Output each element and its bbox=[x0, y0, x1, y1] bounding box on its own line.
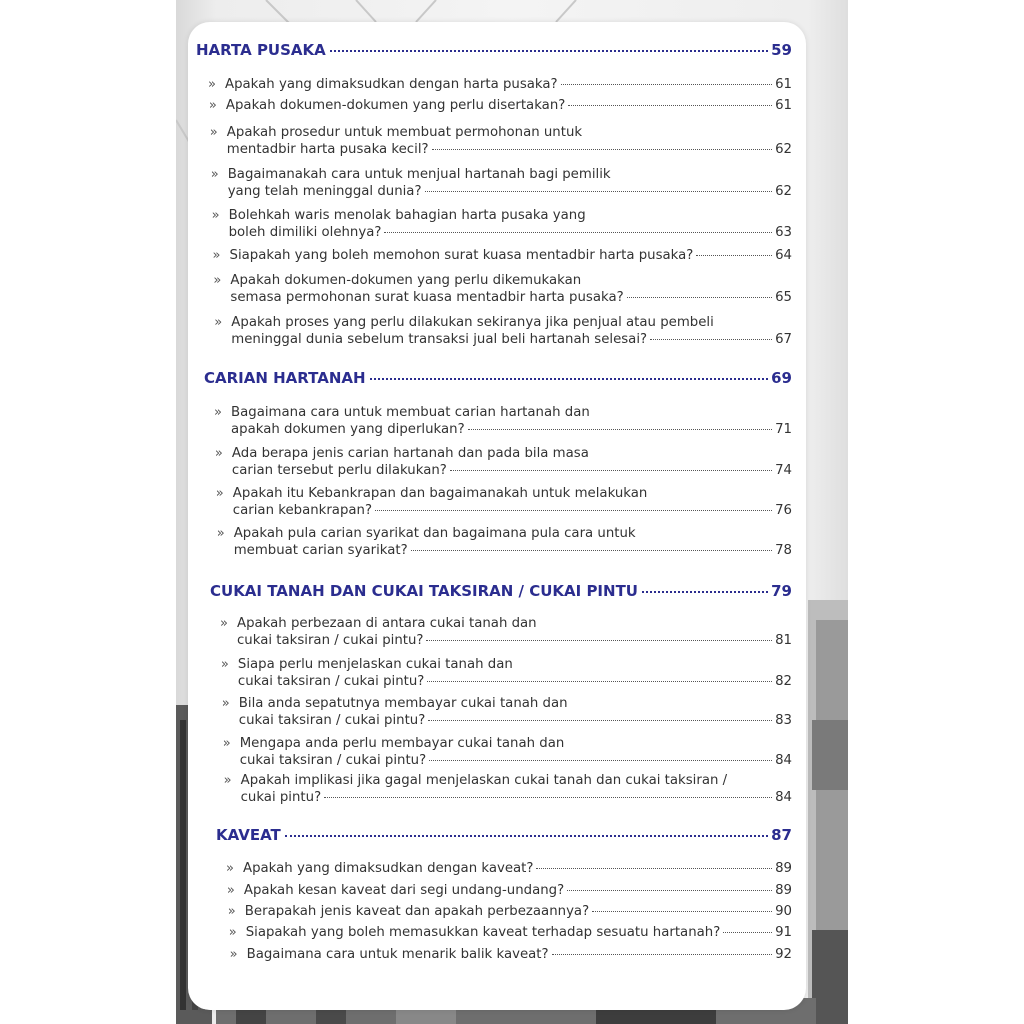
toc-entry[interactable] bbox=[214, 445, 792, 479]
section-page-number: 79 bbox=[771, 582, 792, 600]
entry-line bbox=[230, 289, 792, 306]
entry-page-number: 89 bbox=[775, 861, 792, 876]
entry-text: yang telah meninggal dunia? bbox=[227, 184, 422, 199]
toc-entry[interactable] bbox=[213, 272, 792, 306]
section-title: KAVEAT bbox=[216, 826, 281, 844]
dot-leader bbox=[552, 954, 773, 955]
entry-text: Apakah perbezaan di antara cukai tanah dan bbox=[237, 616, 537, 631]
entry-line bbox=[241, 772, 792, 789]
dot-leader bbox=[411, 550, 772, 551]
entry-text: cukai taksiran / cukai pintu? bbox=[239, 753, 427, 768]
bullet-icon: » bbox=[223, 773, 232, 788]
entry-line bbox=[229, 207, 792, 224]
entry-line bbox=[231, 404, 792, 421]
dot-leader bbox=[723, 932, 772, 933]
entry-page-number: 76 bbox=[775, 503, 792, 518]
entry-line bbox=[228, 183, 792, 200]
toc-entry[interactable] bbox=[209, 124, 792, 158]
entry-line bbox=[229, 224, 792, 241]
entry-line bbox=[240, 752, 792, 769]
entry-text: Berapakah jenis kaveat dan apakah perbezaannya? bbox=[244, 904, 590, 919]
entry-line bbox=[230, 247, 793, 264]
entry-line bbox=[233, 502, 792, 519]
bullet-icon: » bbox=[227, 904, 236, 919]
bullet-icon: » bbox=[228, 925, 237, 940]
entry-text: Ada berapa jenis carian hartanah dan pada bila masa bbox=[231, 446, 589, 461]
entry-line bbox=[237, 632, 792, 649]
section-heading[interactable] bbox=[210, 582, 792, 600]
entry-text: Apakah dokumen-dokumen yang perlu dikemukakan bbox=[230, 273, 582, 288]
entry-page-number: 62 bbox=[775, 142, 792, 157]
entry-text: cukai taksiran / cukai pintu? bbox=[237, 633, 424, 648]
entry-text: membuat carian syarikat? bbox=[233, 543, 408, 558]
entry-line bbox=[231, 314, 792, 331]
entry-text: Bagaimana cara untuk membuat carian hartanah dan bbox=[231, 405, 590, 420]
section-title: CUKAI TANAH DAN CUKAI TAKSIRAN / CUKAI PINTU bbox=[210, 582, 638, 600]
entry-line bbox=[227, 124, 792, 141]
bullet-icon: » bbox=[208, 98, 217, 113]
entry-text: Apakah dokumen-dokumen yang perlu disertakan? bbox=[225, 98, 566, 113]
bullet-icon: » bbox=[214, 315, 223, 330]
bullet-icon: » bbox=[229, 947, 238, 962]
entry-line bbox=[233, 485, 792, 502]
entry-text: carian tersebut perlu dilakukan? bbox=[231, 463, 447, 478]
toc-entry[interactable] bbox=[216, 525, 792, 559]
dot-leader bbox=[536, 868, 772, 869]
bullet-icon: » bbox=[220, 616, 228, 631]
toc-entry[interactable] bbox=[229, 946, 792, 963]
dot-leader bbox=[627, 297, 772, 298]
toc-entry[interactable] bbox=[210, 166, 792, 200]
dot-leader bbox=[427, 681, 772, 682]
entry-page-number: 83 bbox=[775, 713, 792, 728]
entry-text: Apakah yang dimaksudkan dengan kaveat? bbox=[243, 861, 534, 876]
entry-page-number: 67 bbox=[775, 332, 792, 347]
dot-leader bbox=[432, 149, 772, 150]
entry-page-number: 84 bbox=[775, 753, 792, 768]
toc-entry[interactable] bbox=[222, 735, 792, 769]
entry-line bbox=[226, 97, 792, 114]
toc-entry[interactable] bbox=[208, 97, 792, 114]
entry-line bbox=[232, 445, 792, 462]
toc-entry[interactable] bbox=[215, 485, 792, 519]
entry-line bbox=[238, 656, 792, 673]
toc-entry[interactable] bbox=[228, 924, 792, 941]
entry-text: cukai pintu? bbox=[240, 790, 322, 805]
entry-text: semasa permohonan surat kuasa mentadbir harta pusaka? bbox=[230, 290, 624, 305]
entry-line bbox=[240, 735, 792, 752]
dot-leader bbox=[561, 84, 772, 85]
toc-entry[interactable] bbox=[220, 615, 792, 649]
entry-page-number: 71 bbox=[775, 422, 792, 437]
dot-leader bbox=[642, 591, 768, 593]
bullet-icon: » bbox=[211, 208, 220, 223]
dot-leader bbox=[696, 255, 772, 256]
dot-leader bbox=[370, 378, 769, 380]
toc-entry[interactable] bbox=[212, 247, 793, 264]
entry-page-number: 63 bbox=[775, 225, 792, 240]
dot-leader bbox=[285, 835, 768, 837]
dot-leader bbox=[429, 760, 772, 761]
toc-entry[interactable] bbox=[226, 882, 792, 899]
section-heading[interactable] bbox=[204, 369, 792, 387]
entry-line bbox=[247, 946, 792, 963]
entry-line bbox=[239, 695, 792, 712]
toc-entry[interactable] bbox=[221, 695, 792, 729]
entry-page-number: 61 bbox=[775, 77, 792, 92]
entry-text: Apakah implikasi jika gagal menjelaskan cukai tanah dan cukai taksiran / bbox=[240, 773, 728, 788]
entry-text: Bagaimana cara untuk menarik balik kaveat? bbox=[246, 947, 549, 962]
dot-leader bbox=[468, 429, 772, 430]
entry-text: Apakah kesan kaveat dari segi undang-undang? bbox=[243, 883, 565, 898]
dot-leader bbox=[650, 339, 772, 340]
entry-page-number: 62 bbox=[775, 184, 792, 199]
entry-line bbox=[232, 462, 792, 479]
entry-line bbox=[230, 272, 792, 289]
entry-page-number: 64 bbox=[775, 248, 792, 263]
toc-entry[interactable] bbox=[211, 207, 792, 241]
entry-line bbox=[228, 166, 792, 183]
toc-entry[interactable] bbox=[223, 772, 792, 806]
bullet-icon: » bbox=[222, 736, 231, 751]
dot-leader bbox=[425, 191, 773, 192]
entry-text: carian kebankrapan? bbox=[232, 503, 373, 518]
toc-entry[interactable] bbox=[214, 314, 792, 348]
entry-page-number: 90 bbox=[775, 904, 792, 919]
dot-leader bbox=[592, 911, 772, 912]
dot-leader bbox=[450, 470, 772, 471]
entry-page-number: 82 bbox=[775, 674, 792, 689]
entry-text: Apakah proses yang perlu dilakukan sekiranya jika penjual atau pembeli bbox=[231, 315, 714, 330]
entry-text: Bila anda sepatutnya membayar cukai tanah dan bbox=[238, 696, 568, 711]
entry-text: Bagaimanakah cara untuk menjual hartanah bagi pemilik bbox=[227, 167, 611, 182]
bullet-icon: » bbox=[226, 883, 235, 898]
bullet-icon: » bbox=[209, 125, 218, 140]
entry-line bbox=[234, 525, 792, 542]
section-page-number: 59 bbox=[771, 41, 792, 59]
entry-line bbox=[241, 789, 792, 806]
section-page-number: 69 bbox=[771, 369, 792, 387]
entry-line bbox=[239, 712, 792, 729]
dot-leader bbox=[384, 232, 772, 233]
entry-page-number: 61 bbox=[775, 98, 792, 113]
bullet-icon: » bbox=[226, 861, 234, 876]
section-page-number: 87 bbox=[771, 826, 792, 844]
section-title: CARIAN HARTANAH bbox=[204, 369, 366, 387]
entry-line bbox=[245, 903, 792, 920]
toc-entry[interactable] bbox=[208, 76, 792, 93]
bullet-icon: » bbox=[216, 526, 225, 541]
entry-text: meninggal dunia sebelum transaksi jual beli hartanah selesai? bbox=[231, 332, 648, 347]
bullet-icon: » bbox=[220, 657, 229, 672]
entry-line bbox=[225, 76, 792, 93]
dot-leader bbox=[568, 105, 772, 106]
section-heading[interactable] bbox=[216, 826, 792, 844]
bullet-icon: » bbox=[212, 248, 221, 263]
entry-page-number: 81 bbox=[775, 633, 792, 648]
bullet-icon: » bbox=[208, 77, 216, 92]
entry-text: Siapa perlu menjelaskan cukai tanah dan bbox=[237, 657, 513, 672]
bullet-icon: » bbox=[213, 273, 222, 288]
bullet-icon: » bbox=[221, 696, 230, 711]
entry-line bbox=[231, 331, 792, 348]
entry-text: Bolehkah waris menolak bahagian harta pusaka yang bbox=[228, 208, 586, 223]
bullet-icon: » bbox=[215, 486, 224, 501]
toc-entry[interactable] bbox=[214, 404, 792, 438]
entry-page-number: 78 bbox=[775, 543, 792, 558]
section-heading[interactable] bbox=[196, 41, 792, 59]
entry-line bbox=[231, 421, 792, 438]
entry-page-number: 89 bbox=[775, 883, 792, 898]
toc-entry[interactable] bbox=[226, 860, 792, 877]
entry-line bbox=[246, 924, 792, 941]
entry-line bbox=[234, 542, 792, 559]
entry-text: cukai taksiran / cukai pintu? bbox=[237, 674, 425, 689]
entry-text: Siapakah yang boleh memohon surat kuasa mentadbir harta pusaka? bbox=[229, 248, 694, 263]
dot-leader bbox=[426, 640, 772, 641]
entry-text: boleh dimiliki olehnya? bbox=[228, 225, 382, 240]
bullet-icon: » bbox=[214, 446, 223, 461]
dot-leader bbox=[567, 890, 772, 891]
entry-text: Apakah yang dimaksudkan dengan harta pusaka? bbox=[225, 77, 558, 92]
entry-line bbox=[238, 673, 792, 690]
entry-line bbox=[227, 141, 792, 158]
entry-text: Siapakah yang boleh memasukkan kaveat terhadap sesuatu hartanah? bbox=[245, 925, 721, 940]
entry-page-number: 84 bbox=[775, 790, 792, 805]
toc-entry[interactable] bbox=[227, 903, 792, 920]
entry-text: apakah dokumen yang diperlukan? bbox=[231, 422, 465, 437]
dot-leader bbox=[428, 720, 772, 721]
dot-leader bbox=[324, 797, 772, 798]
entry-text: cukai taksiran / cukai pintu? bbox=[238, 713, 426, 728]
entry-text: mentadbir harta pusaka kecil? bbox=[226, 142, 429, 157]
entry-text: Mengapa anda perlu membayar cukai tanah dan bbox=[239, 736, 565, 751]
entry-text: Apakah prosedur untuk membuat permohonan untuk bbox=[226, 125, 583, 140]
entry-page-number: 65 bbox=[775, 290, 792, 305]
entry-text: Apakah pula carian syarikat dan bagaimana pula cara untuk bbox=[233, 526, 636, 541]
section-title: HARTA PUSAKA bbox=[196, 41, 326, 59]
entry-text: Apakah itu Kebankrapan dan bagaimanakah untuk melakukan bbox=[232, 486, 648, 501]
entry-line bbox=[237, 615, 792, 632]
entry-line bbox=[243, 860, 792, 877]
dot-leader bbox=[330, 50, 768, 52]
entry-page-number: 92 bbox=[775, 947, 792, 962]
entry-page-number: 91 bbox=[775, 925, 792, 940]
bullet-icon: » bbox=[214, 405, 222, 420]
toc-entry[interactable] bbox=[220, 656, 792, 690]
bullet-icon: » bbox=[210, 167, 219, 182]
entry-page-number: 74 bbox=[775, 463, 792, 478]
entry-line bbox=[244, 882, 792, 899]
dot-leader bbox=[375, 510, 772, 511]
